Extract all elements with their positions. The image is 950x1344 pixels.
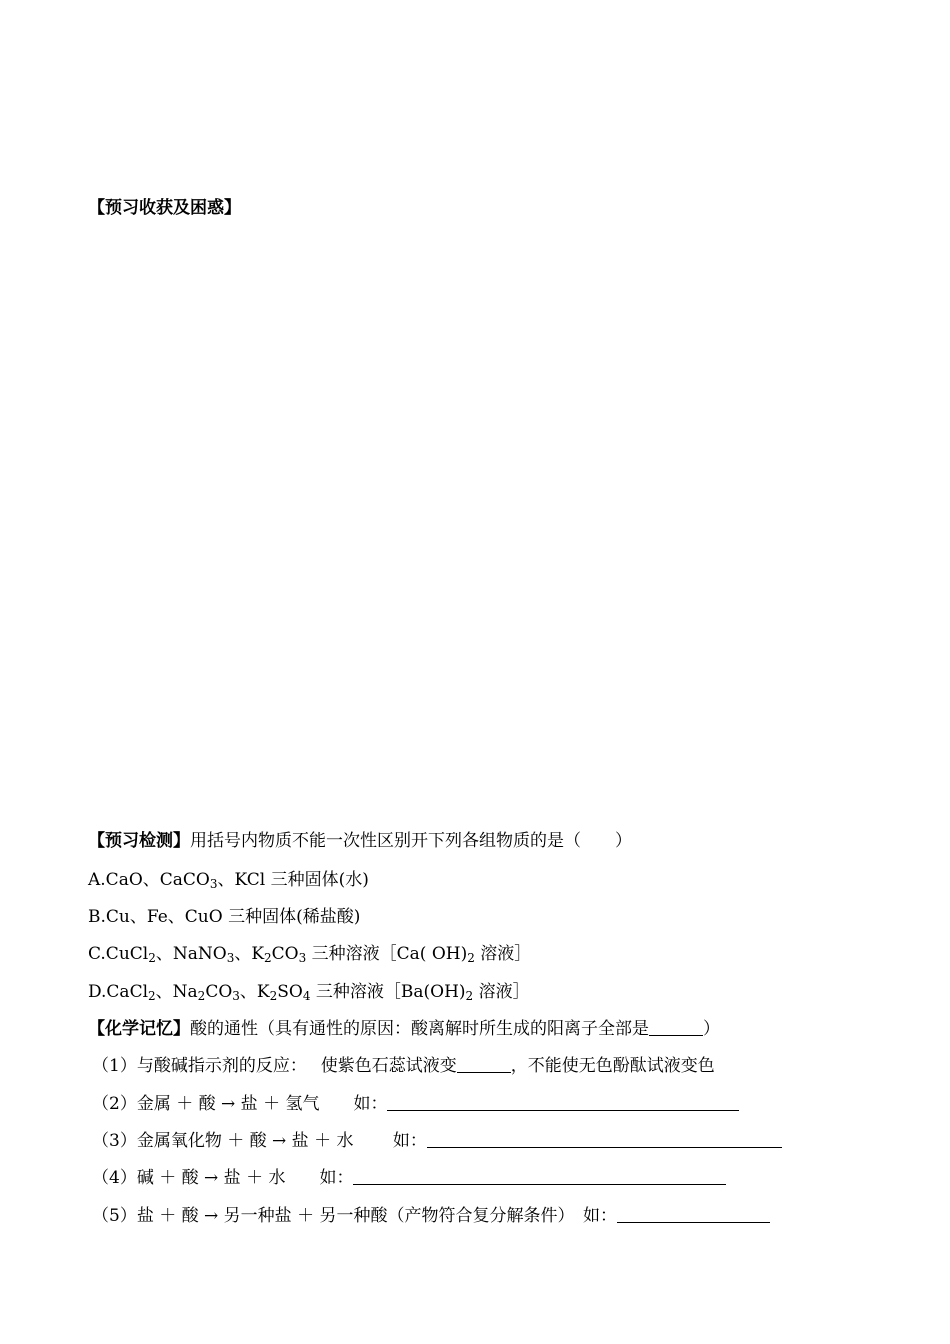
answer-blank[interactable] — [457, 1055, 511, 1073]
option-b: B.Cu、Fe、CuO 三种固体(稀盐酸) — [88, 907, 361, 927]
memory-item-5: （5）盐 ＋ 酸 → 另一种盐 ＋ 另一种酸（产物符合复分解条件） 如： — [92, 1205, 770, 1227]
memory-item-1: （1）与酸碱指示剂的反应： 使紫色石蕊试液变 ，不能使无色酚酞试液变色 — [92, 1056, 715, 1076]
answer-blank[interactable] — [617, 1205, 770, 1223]
answer-blank[interactable] — [427, 1130, 782, 1148]
test-heading: 【预习检测】 — [88, 831, 190, 851]
option-c: C.CuCl$_2$、NaNO$_3$、$K_2CO_3$ 三种溶液［Ca( $OH)_2$ 溶液］ — [88, 944, 532, 965]
answer-blank[interactable] — [649, 1018, 703, 1036]
memory-item-2: （2）金属 ＋ 酸 → 盐 ＋ 氢气 如： — [92, 1093, 739, 1115]
answer-blank[interactable] — [387, 1093, 739, 1111]
option-d: D.CaCl$_2$、$Na_2CO_3$、$K_2SO_4$ 三种溶液$[Ba(OH)_2$ 溶液］ — [88, 982, 530, 1003]
memory-heading: 【化学记忆】 — [88, 1019, 190, 1039]
option-a: A.CaO、CaCO$_3$、KCl 三种固体(水) — [88, 870, 369, 891]
test-question — [88, 830, 632, 852]
test-question-text: 用括号内物质不能一次性区别开下列各组物质的是（ ） — [190, 831, 632, 851]
memory-intro: 【化学记忆】酸的通性（具有通性的原因：酸离解时所生成的阳离子全部是 ） — [88, 1019, 720, 1039]
harvest-heading: 【预习收获及困惑】 — [88, 198, 241, 218]
answer-blank[interactable] — [353, 1167, 726, 1185]
memory-item-3: （3）金属氧化物 ＋ 酸 → 盐 ＋ 水 如： — [92, 1130, 782, 1152]
memory-item-4: （4）碱 ＋ 酸 → 盐 ＋ 水 如： — [92, 1167, 726, 1189]
